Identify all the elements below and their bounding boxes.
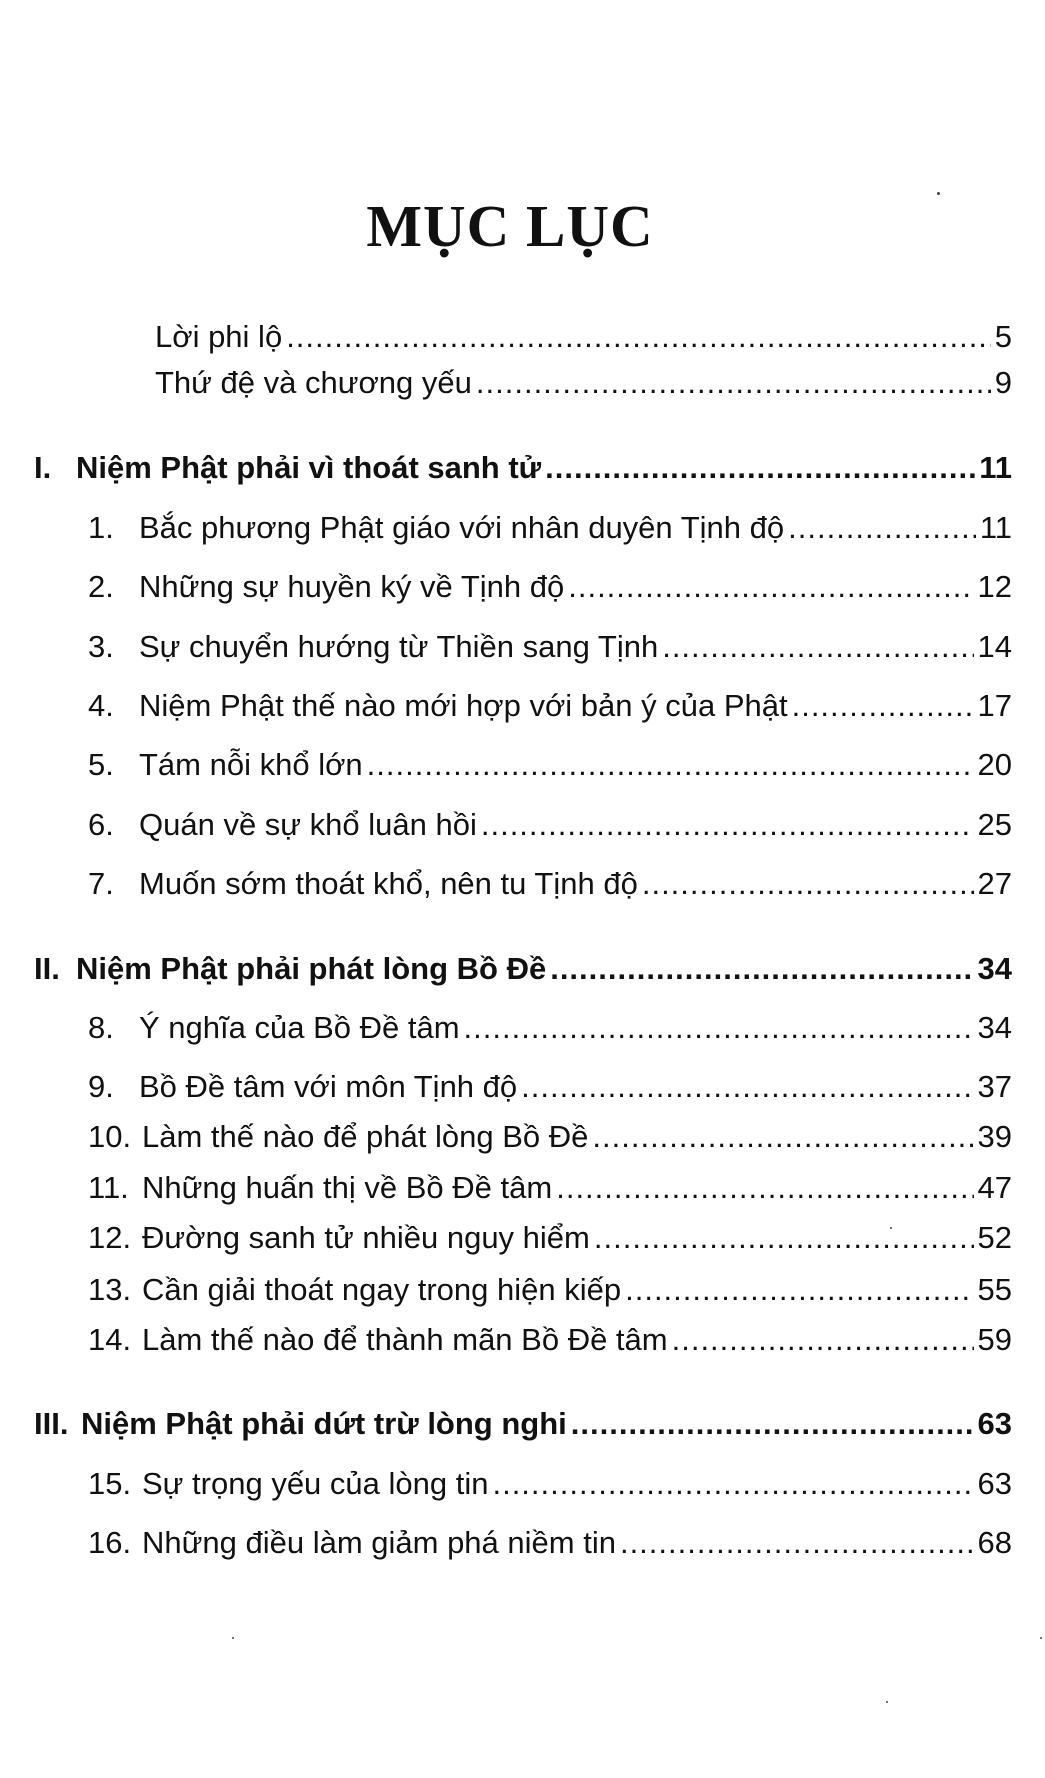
toc-page-number: 39 xyxy=(977,1119,1012,1154)
dot-leader xyxy=(464,1008,974,1048)
scan-speck xyxy=(886,1701,888,1703)
dot-leader xyxy=(481,805,974,845)
toc-entry-label: Niệm Phật phải phát lòng Bồ Đề xyxy=(76,951,547,986)
toc-chapter-entry[interactable] xyxy=(88,1320,1012,1360)
scan-speck xyxy=(1040,1637,1042,1639)
dot-leader xyxy=(620,1523,974,1563)
toc-page-number: 5 xyxy=(994,319,1012,354)
toc-entry-label: Làm thế nào để phát lòng Bồ Đề xyxy=(142,1119,589,1154)
toc-page-number: 59 xyxy=(977,1322,1012,1357)
toc-page-number: 34 xyxy=(977,1010,1012,1045)
toc-page-number: 47 xyxy=(977,1170,1012,1205)
toc-chapter-entry[interactable] xyxy=(88,1168,1012,1208)
toc-entry-label: Sự chuyển hướng từ Thiền sang Tịnh xyxy=(139,629,659,664)
dot-leader xyxy=(792,686,974,726)
dot-leader xyxy=(788,508,976,548)
dot-leader xyxy=(592,1117,973,1157)
chapter-number: 4. xyxy=(88,688,114,723)
dot-leader xyxy=(521,1067,973,1107)
chapter-number: 8. xyxy=(88,1010,114,1045)
toc-page-number: 52 xyxy=(977,1220,1012,1255)
toc-section-heading[interactable] xyxy=(34,448,1012,488)
toc-chapter-entry[interactable] xyxy=(88,508,1012,548)
dot-leader xyxy=(556,1168,973,1208)
chapter-number: 16. xyxy=(88,1525,132,1560)
toc-chapter-entry[interactable] xyxy=(88,1464,1012,1504)
chapter-number: 11. xyxy=(88,1170,129,1205)
dot-leader xyxy=(550,949,973,989)
toc-chapter-entry[interactable] xyxy=(88,805,1012,845)
chapter-number: 14. xyxy=(88,1322,132,1357)
chapter-number: 10. xyxy=(88,1119,132,1154)
toc-page-number: 55 xyxy=(977,1272,1012,1307)
section-number: III. xyxy=(34,1406,69,1441)
toc-entry-label: Sự trọng yếu của lòng tin xyxy=(142,1466,489,1501)
toc-page-number: 27 xyxy=(977,866,1012,901)
dot-leader xyxy=(545,448,975,488)
scan-speck xyxy=(232,1637,234,1639)
chapter-number: 9. xyxy=(88,1069,114,1104)
dot-leader xyxy=(642,864,974,904)
toc-chapter-entry[interactable] xyxy=(88,567,1012,607)
toc-page-number: 68 xyxy=(977,1525,1012,1560)
dot-leader xyxy=(492,1464,973,1504)
chapter-number: 3. xyxy=(88,629,114,664)
toc-entry-label: Thứ đệ và chương yếu xyxy=(155,365,472,400)
toc-page-number: 20 xyxy=(977,747,1012,782)
toc-page-number: 17 xyxy=(977,688,1012,723)
toc-chapter-entry[interactable] xyxy=(88,1218,1012,1258)
chapter-number: 12. xyxy=(88,1220,132,1255)
toc-chapter-entry[interactable] xyxy=(88,1270,1012,1310)
toc-chapter-entry[interactable] xyxy=(88,1523,1012,1563)
toc-chapter-entry[interactable] xyxy=(88,1008,1012,1048)
toc-entry-label: Bắc phương Phật giáo với nhân duyên Tịnh độ xyxy=(139,510,785,545)
scan-speck xyxy=(890,1227,892,1229)
dot-leader xyxy=(367,745,974,785)
dot-leader xyxy=(571,1404,974,1444)
chapter-number: 13. xyxy=(88,1272,132,1307)
chapter-number: 6. xyxy=(88,807,114,842)
dot-leader xyxy=(672,1320,974,1360)
toc-page-number: 14 xyxy=(977,629,1012,664)
toc-page-number: 12 xyxy=(977,569,1012,604)
toc-section-heading[interactable] xyxy=(34,949,1012,989)
dot-leader xyxy=(286,317,991,357)
toc-entry-label: Niệm Phật phải dứt trừ lòng nghi xyxy=(81,1406,567,1441)
chapter-number: 15. xyxy=(88,1466,132,1501)
toc-chapter-entry[interactable] xyxy=(88,1117,1012,1157)
toc-chapter-entry[interactable] xyxy=(88,686,1012,726)
toc-entry-label: Quán về sự khổ luân hồi xyxy=(139,807,477,842)
toc-entry-preface[interactable] xyxy=(155,317,1012,357)
dot-leader xyxy=(625,1270,973,1310)
toc-page-number: 25 xyxy=(977,807,1012,842)
toc-chapter-entry[interactable] xyxy=(88,745,1012,785)
toc-page-number: 9 xyxy=(994,365,1012,400)
toc-entry-label: Lời phi lộ xyxy=(155,319,283,354)
toc-entry-label: Đường sanh tử nhiều nguy hiểm xyxy=(142,1220,590,1255)
dot-leader xyxy=(594,1218,974,1258)
toc-entry-label: Làm thế nào để thành mãn Bồ Đề tâm xyxy=(142,1322,668,1357)
toc-entry-label: Cần giải thoát ngay trong hiện kiếp xyxy=(142,1272,622,1307)
section-number: II. xyxy=(34,951,60,986)
toc-entry-label: Ý nghĩa của Bồ Đề tâm xyxy=(139,1010,460,1045)
toc-entry-preface[interactable] xyxy=(155,363,1012,403)
toc-entry-label: Niệm Phật phải vì thoát sanh tử xyxy=(76,450,542,485)
dot-leader xyxy=(476,363,991,403)
dot-leader xyxy=(662,627,973,667)
toc-entry-label: Những huấn thị về Bồ Đề tâm xyxy=(142,1170,553,1205)
toc-chapter-entry[interactable] xyxy=(88,864,1012,904)
toc-chapter-entry[interactable] xyxy=(88,627,1012,667)
scan-speck xyxy=(937,192,940,195)
toc-page-number: 11 xyxy=(979,510,1012,545)
toc-entry-label: Những sự huyền ký về Tịnh độ xyxy=(139,569,565,604)
toc-page-number: 63 xyxy=(977,1466,1012,1501)
toc-entry-label: Tám nỗi khổ lớn xyxy=(139,747,363,782)
section-number: I. xyxy=(34,450,52,485)
toc-page-number: 11 xyxy=(979,450,1012,485)
page-title: MỤC LỤC xyxy=(366,193,654,259)
toc-page-number: 34 xyxy=(977,951,1012,986)
toc-entry-label: Bồ Đề tâm với môn Tịnh độ xyxy=(139,1069,518,1104)
chapter-number: 7. xyxy=(88,866,114,901)
toc-entry-label: Những điều làm giảm phá niềm tin xyxy=(142,1525,616,1560)
toc-entry-label: Niệm Phật thế nào mới hợp với bản ý của Phật xyxy=(139,688,788,723)
toc-page-number: 37 xyxy=(977,1069,1012,1104)
chapter-number: 5. xyxy=(88,747,114,782)
toc-entry-label: Muốn sớm thoát khổ, nên tu Tịnh độ xyxy=(139,866,638,901)
toc-section-heading[interactable] xyxy=(34,1404,1012,1444)
toc-page-number: 63 xyxy=(977,1406,1012,1441)
toc-chapter-entry[interactable] xyxy=(88,1067,1012,1107)
dot-leader xyxy=(568,567,973,607)
chapter-number: 1. xyxy=(88,510,114,545)
chapter-number: 2. xyxy=(88,569,114,604)
